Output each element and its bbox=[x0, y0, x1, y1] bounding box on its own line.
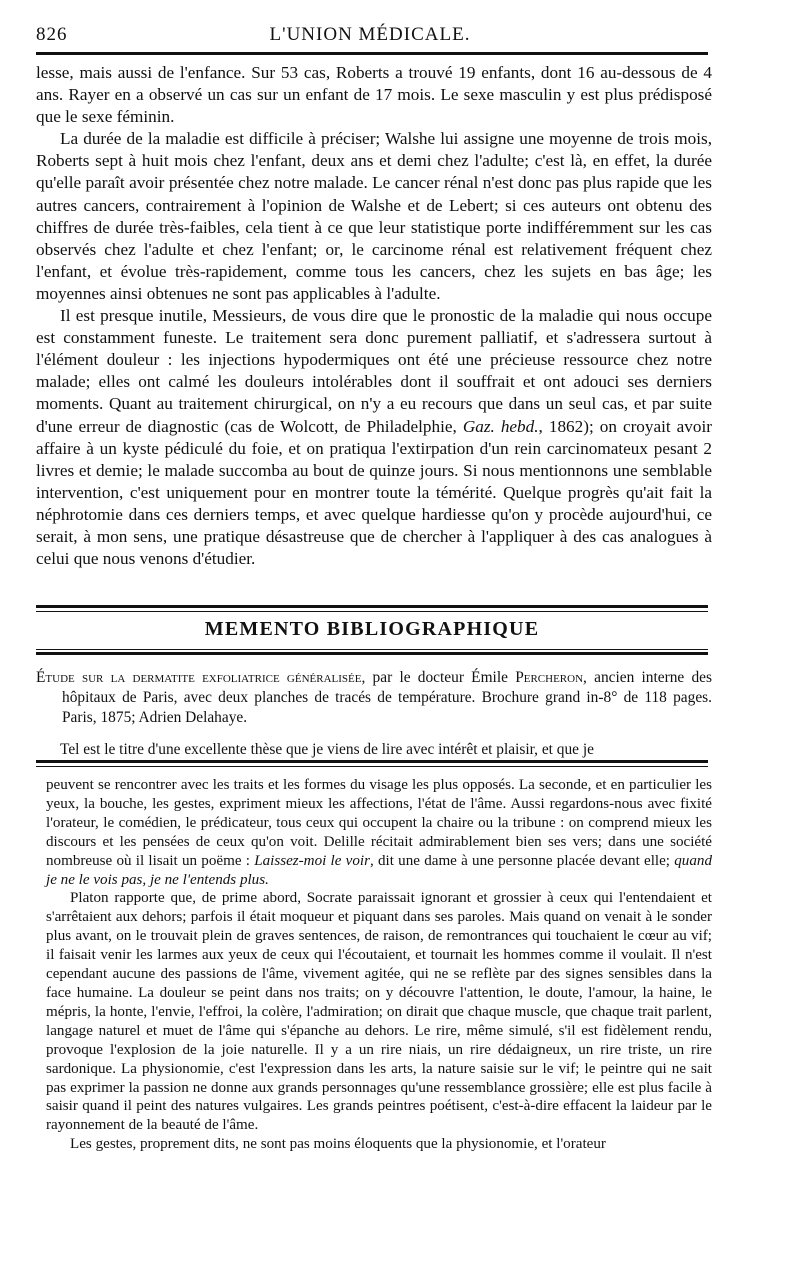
section-title: MEMENTO BIBLIOGRAPHIQUE bbox=[204, 618, 540, 640]
running-title: L'UNION MÉDICALE. bbox=[269, 24, 471, 45]
journal-citation: Gaz. hebd. bbox=[462, 416, 539, 436]
review-text: Tel est le titre d'une excellente thèse que je viens de lire avec intérêt et plaisir, et que je bbox=[60, 741, 594, 758]
paragraph: La durée de la maladie est difficile à préciser; Walshe lui assigne une moyenne de trois mois, Roberts sept à huit mois chez l'enfant, deux ans et demi chez l'adulte; c'est là, en effet, la durée qu'elle paraît avoir présentée chez notre malade. Le cancer rénal n'est donc pas plus rapide que les autres cancers, contrairement à l'opinion de Walshe et de Lebert; si ces auteurs ont obtenu des chiffres de durée très-faibles, cela tient à ce que leur statistique porte indifféremment sur les cas observés chez l'adulte et chez l'enfant; or, le carcinome rénal est relativement fréquent chez l'enfant, et évolue très-rapidement, comme tous les cancers, chez les sujets en bas âge; les moyennes ainsi obtenues ne sont pas applicables à l'adulte. bbox=[36, 129, 712, 303]
paragraph: Platon rapporte que, de prime abord, Socrate paraissait ignorant et grossier à ceux qui l'entendaient et s'arrêtaient aux dehors; parfois il était moqueur et piquant dans ses paroles. Mais quand on venait à le sonder plus avant, on le trouvait plein de graves sentences, de raison, de remontrances qui touchaient le cœur au vif; il faisait venir les larmes aux yeux de ceux qui l'écoutaient, et tournait les hommes comme il voulait. Il n'est cependant aucune des passions de l'âme, vivement agitée, qui ne se reflète par des signes sensibles dans la face humaine. La douleur se peint dans nos traits; on y découvre l'attention, le doute, l'amour, la haine, le mépris, la honte, l'envie, l'effroi, la colère, l'admiration; on dirait que chaque muscle, que chaque trait parlent, langage naturel et muet de l'âme qui s'épanche au dehors. Le rire, même simulé, s'il est fidèlement rendu, provoque l'explosion de la joie naturelle. Il y a un rire niais, un rire dédaigneux, un rire triste, un rire sardonique. La physionomie, c'est l'expression dans les arts, la nature saisie sur le vif; le peintre qui ne sait pas exprimer la passion ne donne aux grands personnages qu'une ressemblance grossière; elle est plus facile à saisir quand il peint des natures vulgaires. Les grands peintres poétisent, c'est-à-dire effacent la laideur par le rayonnement de la beauté de l'âme. bbox=[46, 890, 712, 1134]
paragraph: lesse, mais aussi de l'enfance. Sur 53 cas, Roberts a trouvé 19 enfants, dont 16 au-dessous de 4 ans. Rayer en a observé un cas sur un enfant de 17 mois. Le sexe masculin y est plus prédisposé que le sexe féminin. bbox=[36, 63, 712, 127]
section-rule-bottom-thick bbox=[36, 652, 708, 655]
section-rule-bottom bbox=[36, 649, 708, 650]
quotation: Laissez-moi le voir bbox=[254, 852, 370, 869]
book-title: Étude sur la dermatite exfoliatrice généralisée bbox=[36, 669, 362, 686]
paragraph: Il est presque inutile, Messieurs, de vous dire que le pronostic de la maladie qui nous occupe est constamment funeste. Le traitement sera donc purement palliatif, et s'adressera surtout à l'élément douleur : les injections hypodermiques ont été une précieuse ressource chez notre malade; elles ont calmé les douleurs intolérables dont il souffrait et ont adouci ses derniers moments. Quant au traitement chirurgical, on n'y a eu recours que dans un seul cas, et par suite d'une erreur de diagnostic (cas de Wolcott, de Philadelphie, Gaz. hebd., 1862); on croyait avoir affaire à un kyste pédiculé du foie, et on pratiqua l'extirpation d'un rein carcinomateux pesant 2 livres et demie; le malade succomba au bout de quinze jours. Si nous mentionnons une semblable intervention, c'est uniquement pour en montrer toute la témérité. Quelque progrès qu'ait fait la néphrotomie dans ces derniers temps, et avec quelque hardiesse qu'on y procède aujourd'hui, ce serait, à mon sens, une pratique désastreuse que de chercher à l'appliquer à des cas analogues à celui que nous venons d'étudier. bbox=[36, 306, 712, 569]
section-rule-top-thin bbox=[36, 611, 708, 612]
bibliography-section bbox=[36, 668, 712, 760]
bibliography-entry: Étude sur la dermatite exfoliatrice généralisée, par le docteur Émile Percheron, ancien interne des hôpitaux de Paris, avec deux planches de tracés de température. Brochure grand in-8° de 118 pages. Paris, 1875; Adrien Delahaye. bbox=[36, 669, 713, 726]
page-number: 826 bbox=[36, 24, 68, 45]
feuilleton-rule bbox=[36, 760, 708, 763]
author-name: Percheron bbox=[515, 669, 584, 686]
feuilleton bbox=[46, 776, 712, 1154]
running-header bbox=[36, 18, 704, 50]
section-rule-top bbox=[36, 605, 708, 608]
paragraph: Les gestes, proprement dits, ne sont pas moins éloquents que la physionomie, et l'orateur bbox=[70, 1136, 606, 1153]
feuilleton-rule-thin bbox=[36, 766, 708, 767]
paragraph: peuvent se rencontrer avec les traits et les formes du visage les plus opposés. La seconde, et en particulier les yeux, la bouche, les gestes, expriment mieux les affections, l'état de l'âme. Aussi regardons-nous avec fixité l'orateur, le comédien, le prédicateur, tous ceux qui occupent la chaire ou la tribune : on comprend mieux les discours et les pensées de ceux qu'on voit. Delille récitait admirablement bien ses vers; dans une société nombreuse où il lisait un poëme : Laissez-moi le voir, dit une dame à une personne placée devant elle; quand je ne le vois pas, je ne l'entends plus. bbox=[46, 777, 712, 888]
article-conclusion bbox=[36, 62, 712, 570]
quotation: quand je ne le vois pas, je ne l'entends plus. bbox=[46, 852, 712, 888]
header-rule bbox=[36, 52, 708, 55]
